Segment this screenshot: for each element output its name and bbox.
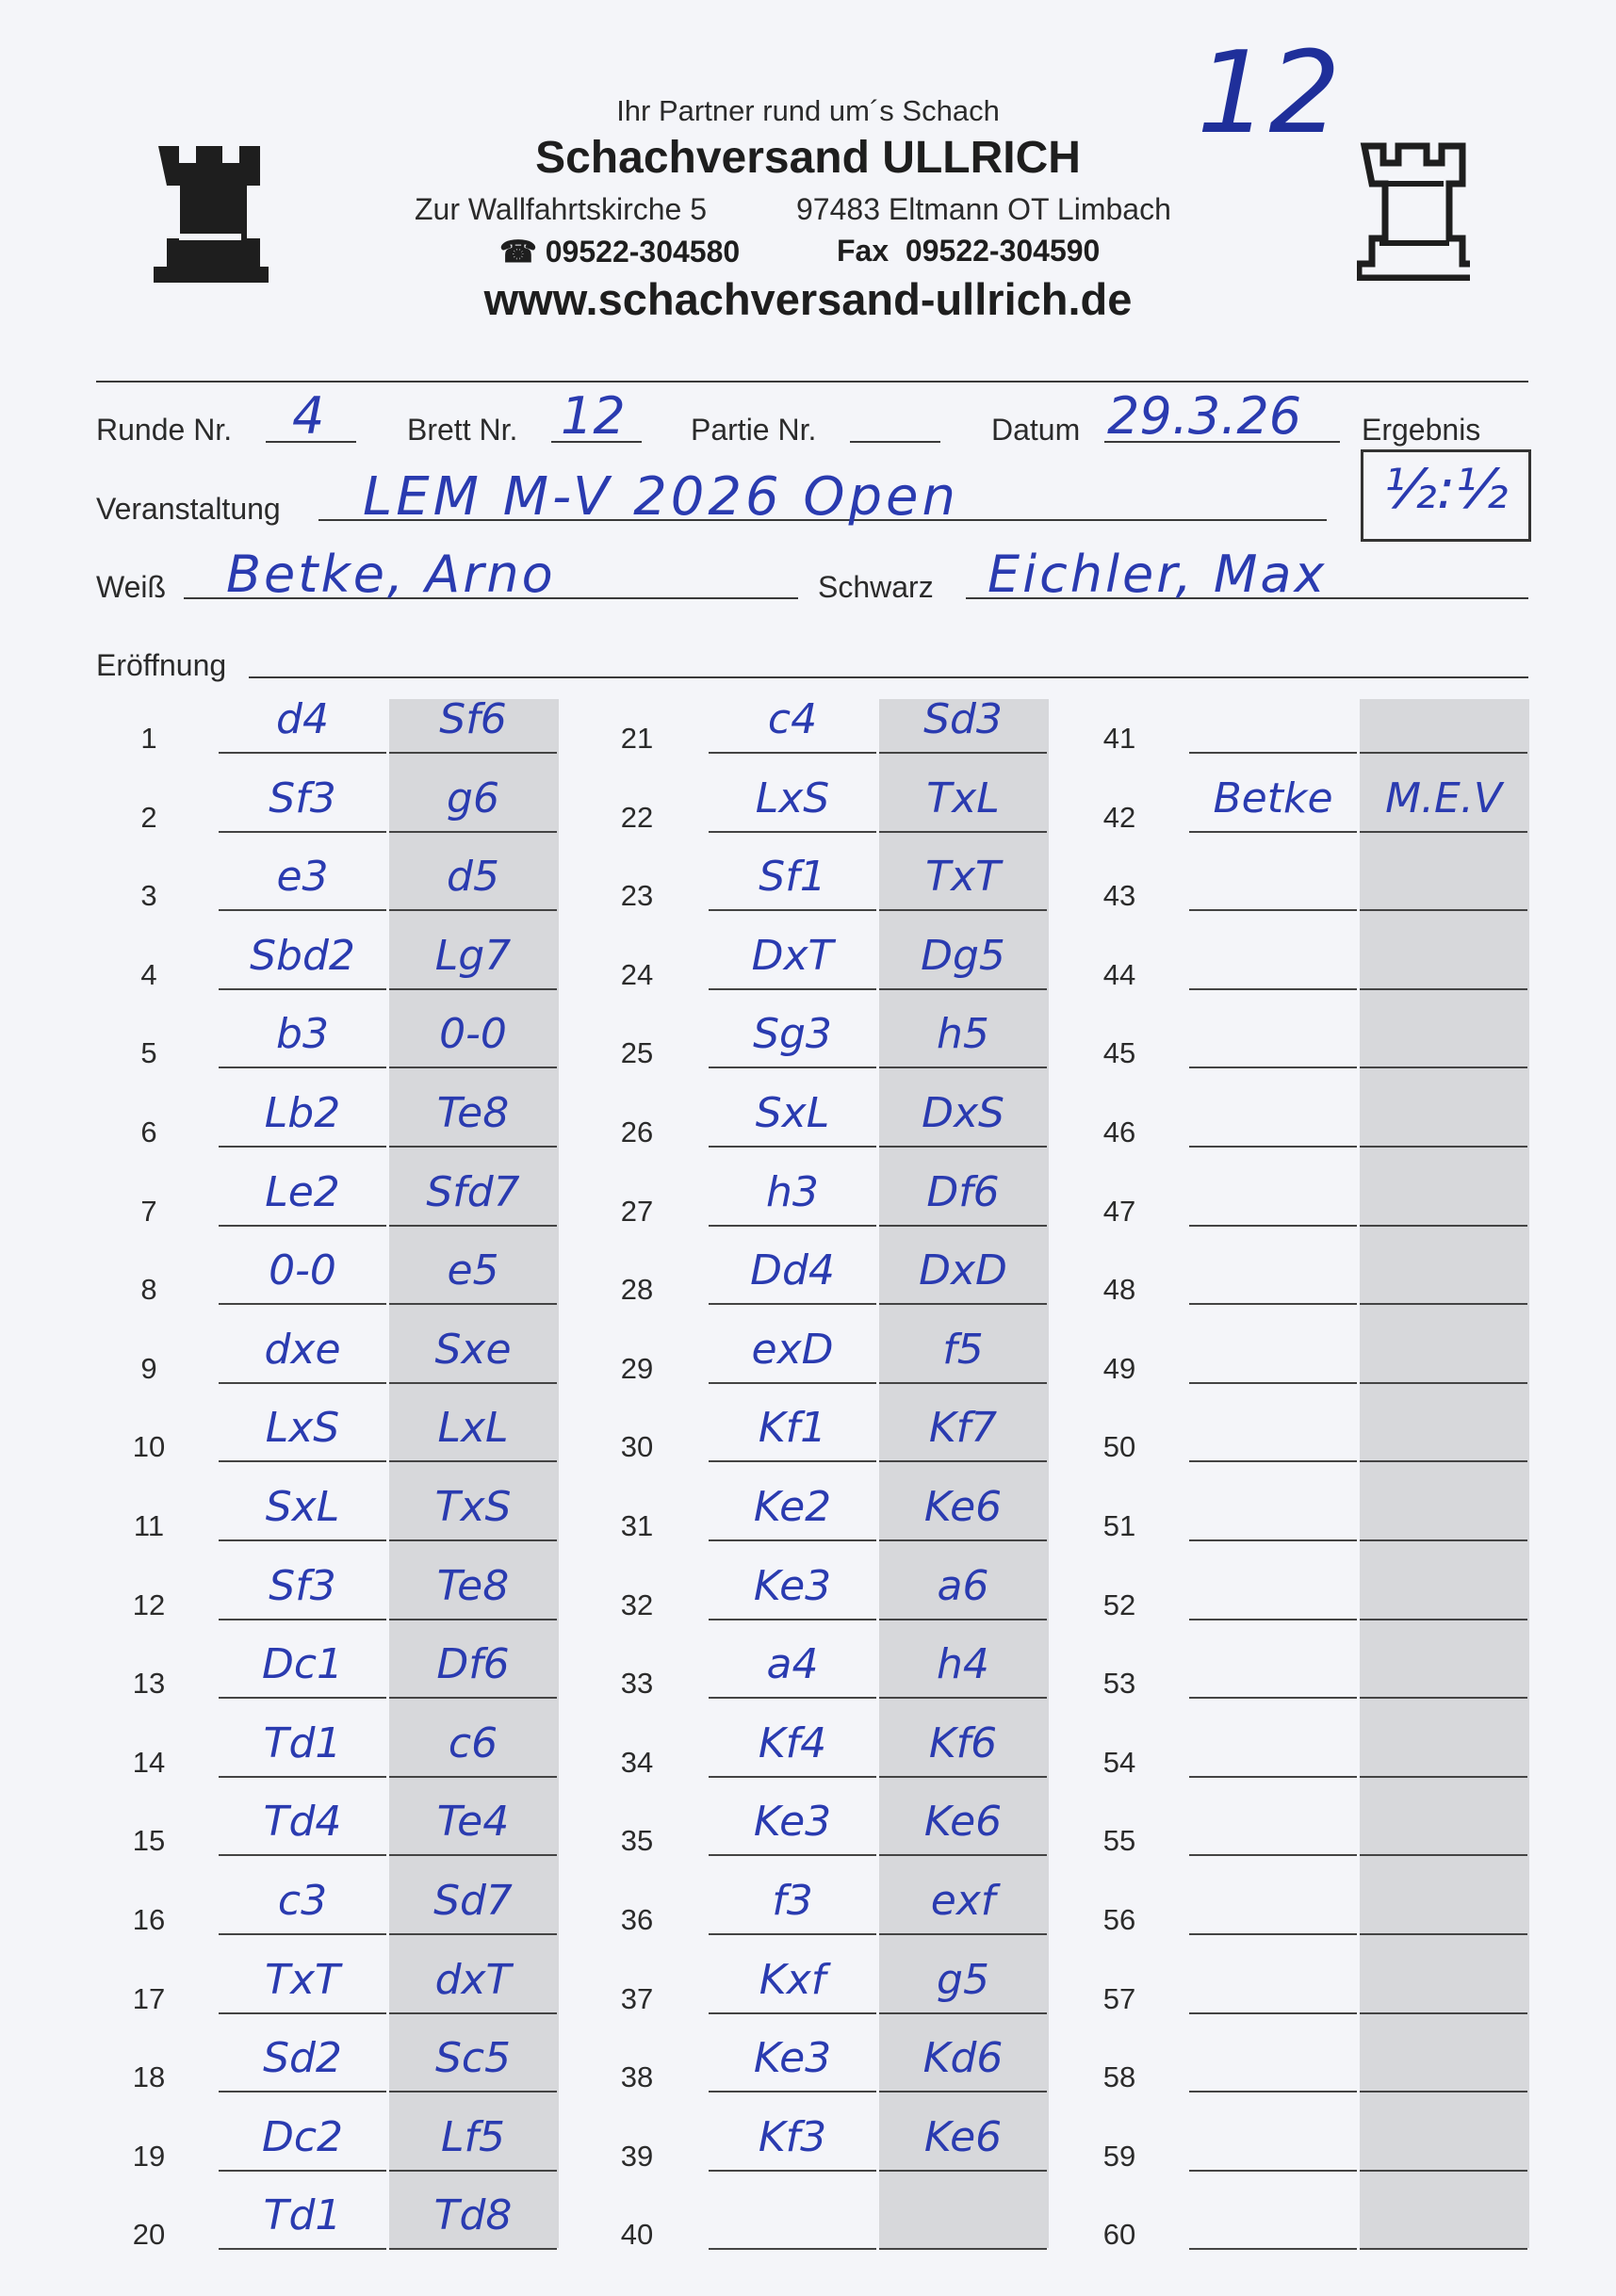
white-move-underline: [219, 1303, 386, 1305]
white-move-underline: [709, 1303, 876, 1305]
black-move-underline: [1360, 2248, 1527, 2250]
black-move-underline: [1360, 988, 1527, 990]
white-move: Kxf: [759, 1956, 826, 2004]
black-move: g5: [937, 1956, 989, 2004]
move-number: 38: [620, 2060, 654, 2093]
move-number: 29: [620, 1352, 654, 1385]
black-move-underline: [389, 1460, 557, 1462]
white-move: Dc1: [261, 1640, 344, 1688]
white-move-underline: [1189, 2170, 1357, 2172]
event-value: LEM M-V 2026 Open: [363, 466, 959, 528]
black-moves-column-3: [1360, 699, 1529, 2248]
black-move-underline: [389, 1619, 557, 1620]
move-number: 42: [1102, 801, 1136, 834]
white-move-underline: [219, 1225, 386, 1227]
black-move: Ke6: [923, 1798, 1003, 1846]
white-move-underline: [219, 1854, 386, 1856]
white-move-underline: [709, 1539, 876, 1541]
move-number: 30: [620, 1430, 654, 1463]
white-move: c3: [277, 1877, 328, 1925]
white-move-underline: [709, 831, 876, 833]
black-move-underline: [389, 1539, 557, 1541]
move-number: 44: [1102, 958, 1136, 991]
move-number: 10: [132, 1430, 166, 1463]
move-number: 47: [1102, 1195, 1136, 1228]
board-label: Brett Nr.: [407, 413, 518, 447]
move-number: 6: [140, 1115, 157, 1148]
black-move-underline: [879, 1697, 1047, 1699]
black-move: Dg5: [921, 932, 1005, 980]
white-move: Sbd2: [250, 932, 355, 980]
white-move-underline: [1189, 1225, 1357, 1227]
game-underline: [850, 441, 940, 443]
company-phone: ☎ 09522-304580: [499, 235, 741, 269]
black-move-underline: [389, 1382, 557, 1384]
black-move-underline: [1360, 1146, 1527, 1148]
white-move-underline: [1189, 1619, 1357, 1620]
white-move-underline: [709, 1697, 876, 1699]
black-move: g6: [447, 774, 499, 822]
move-number: 26: [620, 1115, 654, 1148]
move-number: 54: [1102, 1746, 1136, 1779]
move-number: 33: [620, 1667, 654, 1700]
black-move: Sf6: [439, 695, 507, 743]
white-move: SxL: [265, 1483, 340, 1531]
black-move-underline: [389, 2170, 557, 2172]
white-move-underline: [1189, 2248, 1357, 2250]
move-number: 52: [1102, 1588, 1136, 1621]
white-move-underline: [219, 909, 386, 911]
black-move: Kd6: [922, 2034, 1004, 2082]
move-number: 2: [140, 801, 157, 834]
black-move-underline: [389, 831, 557, 833]
black-move-underline: [1360, 752, 1527, 754]
round-label: Runde Nr.: [96, 413, 233, 447]
black-move: Te8: [436, 1562, 510, 1610]
white-move: 0-0: [269, 1246, 336, 1295]
result-value: ½:½: [1383, 457, 1509, 521]
white-move: LxS: [755, 774, 830, 822]
move-number: 3: [140, 879, 157, 912]
black-move-underline: [879, 1460, 1047, 1462]
black-move: Sc5: [434, 2034, 512, 2082]
white-move: Kf4: [758, 1719, 827, 1767]
black-move-underline: [879, 2248, 1047, 2250]
black-move-underline: [879, 909, 1047, 911]
white-move-underline: [1189, 831, 1357, 833]
white-move: Sf3: [269, 774, 336, 822]
move-number: 31: [620, 1509, 654, 1542]
move-number: 57: [1102, 1982, 1136, 2015]
black-move-underline: [1360, 1697, 1527, 1699]
white-move: Sf1: [759, 853, 826, 901]
black-move: Lg7: [434, 932, 512, 980]
black-move-underline: [879, 988, 1047, 990]
black-move: Sd3: [923, 695, 1003, 743]
black-move: Kf7: [928, 1404, 998, 1452]
black-move-underline: [389, 909, 557, 911]
move-number: 43: [1102, 879, 1136, 912]
black-move-underline: [1360, 909, 1527, 911]
move-number: 24: [620, 958, 654, 991]
white-move: Kf3: [758, 2113, 827, 2161]
game-label: Partie Nr.: [691, 413, 817, 447]
white-move-underline: [219, 2170, 386, 2172]
white-move-underline: [219, 1619, 386, 1620]
black-move-underline: [879, 831, 1047, 833]
white-move-underline: [1189, 1697, 1357, 1699]
round-value: 4: [292, 386, 325, 446]
event-label: Veranstaltung: [96, 492, 281, 526]
white-move-underline: [709, 752, 876, 754]
black-move-underline: [389, 988, 557, 990]
black-move: LxL: [437, 1404, 509, 1452]
black-move: Df6: [436, 1640, 510, 1688]
white-move-underline: [709, 1146, 876, 1148]
black-move: c6: [448, 1719, 498, 1767]
black-move: Ke6: [923, 2113, 1003, 2161]
white-move-underline: [219, 1382, 386, 1384]
white-move: a4: [766, 1640, 819, 1688]
white-move-underline: [219, 752, 386, 754]
black-move: e5: [447, 1246, 499, 1295]
white-move-underline: [219, 1460, 386, 1462]
white-move-underline: [709, 1854, 876, 1856]
black-move: DxD: [919, 1246, 1007, 1295]
black-move: h5: [937, 1010, 989, 1058]
move-number: 34: [620, 1746, 654, 1779]
black-move-underline: [879, 752, 1047, 754]
white-move-underline: [1189, 1382, 1357, 1384]
black-move-underline: [1360, 1225, 1527, 1227]
white-move: TxT: [265, 1956, 340, 2004]
white-move: SxL: [755, 1089, 830, 1137]
move-number: 59: [1102, 2140, 1136, 2173]
white-move-underline: [1189, 2091, 1357, 2092]
white-move: Ke3: [753, 1798, 832, 1846]
black-move-underline: [389, 1067, 557, 1068]
white-move: Td4: [263, 1798, 342, 1846]
white-move: Td1: [263, 2191, 342, 2239]
black-move: Te8: [436, 1089, 510, 1137]
move-number: 22: [620, 801, 654, 834]
white-move-underline: [1189, 752, 1357, 754]
white-move-underline: [219, 2091, 386, 2092]
white-move: f3: [772, 1877, 813, 1925]
move-number: 28: [620, 1273, 654, 1306]
black-move: DxS: [922, 1089, 1004, 1137]
white-move: Ke2: [753, 1483, 832, 1531]
black-move-underline: [879, 2012, 1047, 2014]
move-number: 39: [620, 2140, 654, 2173]
white-move-underline: [219, 2012, 386, 2014]
white-move-underline: [709, 1067, 876, 1068]
white-move-underline: [219, 1697, 386, 1699]
white-move: b3: [276, 1010, 329, 1058]
black-move: Ke6: [923, 1483, 1003, 1531]
black-move-underline: [1360, 2170, 1527, 2172]
move-number: 51: [1102, 1509, 1136, 1542]
white-move-underline: [709, 988, 876, 990]
black-move-underline: [389, 1303, 557, 1305]
white-move-underline: [709, 2170, 876, 2172]
white-move-underline: [709, 1933, 876, 1935]
black-move: dxT: [434, 1956, 512, 2004]
move-number: 50: [1102, 1430, 1136, 1463]
black-move-underline: [879, 1303, 1047, 1305]
black-player-value: Eichler, Max: [988, 545, 1328, 604]
black-move-underline: [1360, 1067, 1527, 1068]
white-move: Sd2: [263, 2034, 342, 2082]
black-move: Kf6: [928, 1719, 998, 1767]
black-move-underline: [389, 1776, 557, 1778]
move-number: 1: [140, 722, 157, 755]
move-number: 21: [620, 722, 654, 755]
move-number: 32: [620, 1588, 654, 1621]
move-number: 53: [1102, 1667, 1136, 1700]
black-move: Sd7: [433, 1877, 513, 1925]
move-number: 4: [140, 958, 157, 991]
black-move: d5: [447, 853, 499, 901]
opening-underline: [249, 676, 1528, 678]
black-move: a6: [937, 1562, 989, 1610]
white-move: dxe: [264, 1326, 341, 1374]
move-number: 49: [1102, 1352, 1136, 1385]
white-move-underline: [1189, 1146, 1357, 1148]
black-move-underline: [1360, 1854, 1527, 1856]
header-divider: [96, 381, 1528, 383]
move-number: 13: [132, 1667, 166, 1700]
black-move-underline: [879, 1146, 1047, 1148]
black-move-underline: [1360, 2012, 1527, 2014]
white-move: LxS: [265, 1404, 340, 1452]
black-move-underline: [879, 1067, 1047, 1068]
black-move-underline: [879, 1933, 1047, 1935]
move-number: 48: [1102, 1273, 1136, 1306]
black-move: TxT: [925, 853, 1001, 901]
black-move-underline: [1360, 2091, 1527, 2092]
black-move-underline: [1360, 831, 1527, 833]
white-move: exD: [751, 1326, 834, 1374]
white-move-underline: [709, 1619, 876, 1620]
white-move: h3: [766, 1168, 819, 1216]
black-move-underline: [389, 1225, 557, 1227]
white-label: Weiß: [96, 570, 167, 604]
white-move-underline: [709, 909, 876, 911]
white-move-underline: [219, 1539, 386, 1541]
white-move: Kf1: [758, 1404, 827, 1452]
white-move-underline: [709, 2012, 876, 2014]
white-move: Dc2: [261, 2113, 344, 2161]
move-number: 35: [620, 1824, 654, 1857]
move-number: 56: [1102, 1903, 1136, 1936]
company-name: Schachversand ULLRICH: [535, 133, 1081, 183]
move-number: 5: [140, 1036, 157, 1069]
white-move-underline: [219, 1146, 386, 1148]
company-street: Zur Wallfahrtskirche 5: [415, 192, 707, 226]
move-number: 58: [1102, 2060, 1136, 2093]
white-move-underline: [1189, 1460, 1357, 1462]
move-number: 23: [620, 879, 654, 912]
white-move-underline: [1189, 1854, 1357, 1856]
black-move: h4: [937, 1640, 989, 1688]
black-move-underline: [1360, 1776, 1527, 1778]
board-value: 12: [561, 386, 626, 446]
white-move-underline: [709, 2248, 876, 2250]
move-number: 19: [132, 2140, 166, 2173]
corner-board-note: 12: [1197, 28, 1341, 159]
move-number: 37: [620, 1982, 654, 2015]
black-move: f5: [942, 1326, 984, 1374]
white-move-underline: [1189, 909, 1357, 911]
company-tagline: Ihr Partner rund um´s Schach: [616, 94, 1000, 127]
move-number: 55: [1102, 1824, 1136, 1857]
black-move-underline: [879, 2091, 1047, 2092]
black-move: TxS: [434, 1483, 512, 1531]
black-move-underline: [1360, 1539, 1527, 1541]
black-move-underline: [389, 2091, 557, 2092]
move-number: 36: [620, 1903, 654, 1936]
company-fax: Fax 09522-304590: [837, 234, 1101, 268]
white-move-underline: [1189, 1933, 1357, 1935]
move-number: 46: [1102, 1115, 1136, 1148]
white-move: c4: [767, 695, 818, 743]
move-number: 8: [140, 1273, 157, 1306]
white-move-underline: [219, 988, 386, 990]
move-number: 17: [132, 1982, 166, 2015]
white-move: Ke3: [753, 2034, 832, 2082]
black-move: exf: [930, 1877, 996, 1925]
white-move: Le2: [265, 1168, 340, 1216]
white-player-value: Betke, Arno: [226, 545, 556, 604]
black-move: Sxe: [434, 1326, 512, 1374]
move-number: 16: [132, 1903, 166, 1936]
black-move: TxL: [926, 774, 1000, 822]
move-number: 20: [132, 2218, 166, 2251]
move-number: 7: [140, 1195, 157, 1228]
white-move: Sg3: [753, 1010, 832, 1058]
black-move-underline: [879, 1776, 1047, 1778]
move-number: 41: [1102, 722, 1136, 755]
move-number: 27: [620, 1195, 654, 1228]
black-move-underline: [879, 1225, 1047, 1227]
black-move: Td8: [433, 2191, 513, 2239]
white-move: d4: [276, 695, 329, 743]
move-number: 9: [140, 1352, 157, 1385]
white-move: Lb2: [264, 1089, 341, 1137]
move-number: 45: [1102, 1036, 1136, 1069]
move-number: 11: [133, 1509, 165, 1542]
black-move-underline: [879, 2170, 1047, 2172]
black-move: Sfd7: [426, 1168, 520, 1216]
move-number: 15: [132, 1824, 166, 1857]
white-move: Betke: [1213, 774, 1333, 822]
black-move-underline: [1360, 1933, 1527, 1935]
white-move-underline: [1189, 988, 1357, 990]
white-move: e3: [276, 853, 329, 901]
move-number: 14: [132, 1746, 166, 1779]
move-number: 25: [620, 1036, 654, 1069]
white-move-underline: [219, 831, 386, 833]
date-value: 29.3.26: [1107, 386, 1302, 446]
black-move: M.E.V: [1385, 774, 1502, 822]
white-move-underline: [1189, 1303, 1357, 1305]
black-move-underline: [389, 2248, 557, 2250]
white-move: Sf3: [269, 1562, 336, 1610]
move-number: 40: [620, 2218, 654, 2251]
black-move-underline: [1360, 1619, 1527, 1620]
move-number: 18: [132, 2060, 166, 2093]
white-move-underline: [709, 2091, 876, 2092]
black-move-underline: [389, 752, 557, 754]
opening-label: Eröffnung: [96, 648, 227, 682]
white-move-underline: [709, 1225, 876, 1227]
white-move: DxT: [751, 932, 834, 980]
white-move-underline: [1189, 1539, 1357, 1541]
black-move-underline: [879, 1382, 1047, 1384]
black-move: Df6: [926, 1168, 1000, 1216]
white-move-underline: [709, 1382, 876, 1384]
white-move: Dd4: [750, 1246, 835, 1295]
white-move-underline: [709, 1776, 876, 1778]
black-move-underline: [389, 1933, 557, 1935]
white-move-underline: [219, 2248, 386, 2250]
white-move-underline: [219, 1933, 386, 1935]
black-move-underline: [879, 1539, 1047, 1541]
black-move-underline: [389, 1146, 557, 1148]
black-move-underline: [879, 1854, 1047, 1856]
black-move: 0-0: [439, 1010, 507, 1058]
black-label: Schwarz: [818, 570, 934, 604]
company-city: 97483 Eltmann OT Limbach: [796, 192, 1171, 226]
white-move-underline: [1189, 1067, 1357, 1068]
black-move: Lf5: [441, 2113, 505, 2161]
black-move-underline: [389, 1697, 557, 1699]
move-number: 60: [1102, 2218, 1136, 2251]
white-move-underline: [219, 1067, 386, 1068]
move-number: 12: [132, 1588, 166, 1621]
black-move-underline: [1360, 1460, 1527, 1462]
white-move-underline: [709, 1460, 876, 1462]
black-move-underline: [879, 1619, 1047, 1620]
company-website: www.schachversand-ullrich.de: [483, 274, 1133, 324]
result-label: Ergebnis: [1362, 413, 1481, 447]
white-move-underline: [219, 1776, 386, 1778]
black-move-underline: [389, 2012, 557, 2014]
white-move-underline: [1189, 2012, 1357, 2014]
white-move: Td1: [263, 1719, 342, 1767]
black-move: Te4: [436, 1798, 510, 1846]
black-move-underline: [389, 1854, 557, 1856]
black-move-underline: [1360, 1382, 1527, 1384]
black-move-underline: [1360, 1303, 1527, 1305]
white-move-underline: [1189, 1776, 1357, 1778]
white-move: Ke3: [753, 1562, 832, 1610]
date-label: Datum: [991, 413, 1081, 447]
